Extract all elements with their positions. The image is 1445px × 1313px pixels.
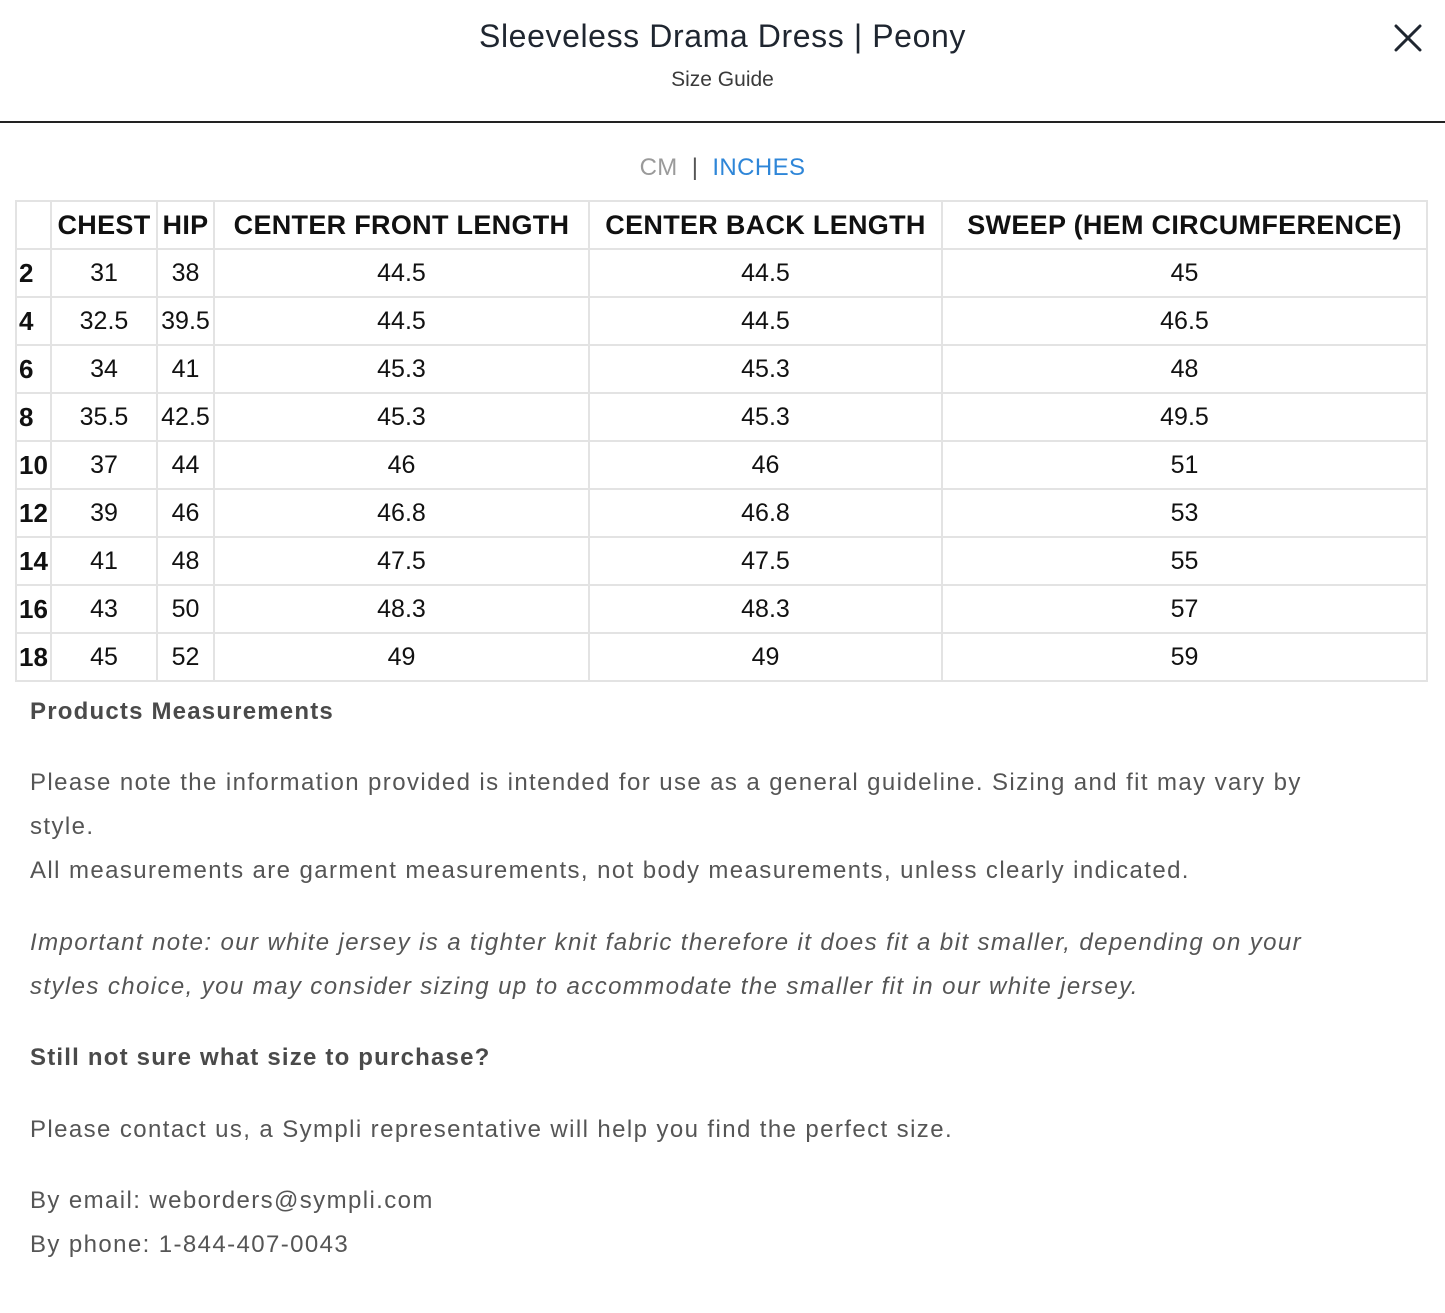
table-cell: 59 bbox=[942, 633, 1427, 681]
table-cell: 44.5 bbox=[214, 297, 589, 345]
table-row bbox=[16, 249, 1427, 297]
measurements-heading: Products Measurements bbox=[30, 698, 334, 725]
important-note-line1: Important note: our white jersey is a tighter knit fabric therefore it does fit a bit smaller, depending on your bbox=[30, 929, 1303, 956]
table-cell: 52 bbox=[157, 633, 214, 681]
size-cell: 6 bbox=[16, 345, 51, 393]
table-cell: 46.5 bbox=[942, 297, 1427, 345]
table-cell: 42.5 bbox=[157, 393, 214, 441]
table-cell: 47.5 bbox=[214, 537, 589, 585]
column-header: HIP bbox=[157, 201, 214, 249]
table-cell: 43 bbox=[51, 585, 157, 633]
table-cell: 38 bbox=[157, 249, 214, 297]
table-cell: 46 bbox=[214, 441, 589, 489]
column-header: CENTER BACK LENGTH bbox=[589, 201, 942, 249]
table-cell: 45 bbox=[942, 249, 1427, 297]
unit-inches-link[interactable]: INCHES bbox=[712, 154, 806, 181]
guideline-text-line1: Please note the information provided is intended for use as a general guideline. Sizing and fit may vary by bbox=[30, 769, 1302, 796]
table-cell: 45.3 bbox=[589, 393, 942, 441]
table-cell: 44 bbox=[157, 441, 214, 489]
modal-header bbox=[0, 0, 1445, 123]
table-cell: 48 bbox=[157, 537, 214, 585]
table-row bbox=[16, 345, 1427, 393]
guideline-text-line2: style. bbox=[30, 813, 95, 840]
important-note-line2: styles choice, you may consider sizing up to accommodate the smaller fit in our white jersey. bbox=[30, 973, 1139, 1000]
unit-separator: | bbox=[691, 154, 699, 181]
table-cell: 49.5 bbox=[942, 393, 1427, 441]
table-cell: 31 bbox=[51, 249, 157, 297]
table-cell: 37 bbox=[51, 441, 157, 489]
table-row bbox=[16, 537, 1427, 585]
table-cell: 47.5 bbox=[589, 537, 942, 585]
table-cell: 48.3 bbox=[589, 585, 942, 633]
table-cell: 44.5 bbox=[214, 249, 589, 297]
size-cell: 18 bbox=[16, 633, 51, 681]
close-icon[interactable] bbox=[1390, 20, 1426, 56]
table-header-row bbox=[16, 201, 1427, 249]
table-cell: 46 bbox=[157, 489, 214, 537]
size-guide-subtitle: Size Guide bbox=[671, 68, 774, 91]
table-cell: 34 bbox=[51, 345, 157, 393]
size-cell: 10 bbox=[16, 441, 51, 489]
garment-note: All measurements are garment measurements, not body measurements, unless clearly indicated. bbox=[30, 857, 1190, 884]
table-row bbox=[16, 633, 1427, 681]
table-cell: 44.5 bbox=[589, 249, 942, 297]
table-row bbox=[16, 393, 1427, 441]
table-cell: 51 bbox=[942, 441, 1427, 489]
table-cell: 55 bbox=[942, 537, 1427, 585]
table-cell: 53 bbox=[942, 489, 1427, 537]
column-header bbox=[16, 201, 51, 249]
table-row bbox=[16, 489, 1427, 537]
size-cell: 2 bbox=[16, 249, 51, 297]
table-cell: 32.5 bbox=[51, 297, 157, 345]
size-cell: 4 bbox=[16, 297, 51, 345]
table-cell: 50 bbox=[157, 585, 214, 633]
column-header: CENTER FRONT LENGTH bbox=[214, 201, 589, 249]
unit-toggle bbox=[0, 154, 1445, 182]
size-chart-table bbox=[15, 200, 1428, 682]
table-cell: 46 bbox=[589, 441, 942, 489]
table-cell: 45.3 bbox=[214, 393, 589, 441]
table-cell: 45.3 bbox=[589, 345, 942, 393]
size-cell: 14 bbox=[16, 537, 51, 585]
table-cell: 39.5 bbox=[157, 297, 214, 345]
table-cell: 45 bbox=[51, 633, 157, 681]
table-cell: 41 bbox=[51, 537, 157, 585]
size-cell: 16 bbox=[16, 585, 51, 633]
table-cell: 35.5 bbox=[51, 393, 157, 441]
unit-cm-link[interactable]: CM bbox=[639, 154, 678, 181]
table-cell: 44.5 bbox=[589, 297, 942, 345]
table-row bbox=[16, 441, 1427, 489]
table-cell: 46.8 bbox=[214, 489, 589, 537]
phone-line[interactable]: By phone: 1-844-407-0043 bbox=[30, 1231, 350, 1258]
table-cell: 45.3 bbox=[214, 345, 589, 393]
size-cell: 8 bbox=[16, 393, 51, 441]
column-header: SWEEP (HEM CIRCUMFERENCE) bbox=[942, 201, 1427, 249]
table-cell: 49 bbox=[589, 633, 942, 681]
table-cell: 39 bbox=[51, 489, 157, 537]
unsure-heading: Still not sure what size to purchase? bbox=[30, 1044, 491, 1071]
product-title: Sleeveless Drama Dress | Peony bbox=[479, 18, 966, 54]
contact-text: Please contact us, a Sympli representative will help you find the perfect size. bbox=[30, 1116, 954, 1143]
table-cell: 57 bbox=[942, 585, 1427, 633]
table-cell: 41 bbox=[157, 345, 214, 393]
table-cell: 49 bbox=[214, 633, 589, 681]
table-cell: 46.8 bbox=[589, 489, 942, 537]
table-cell: 48.3 bbox=[214, 585, 589, 633]
table-cell: 48 bbox=[942, 345, 1427, 393]
table-row bbox=[16, 297, 1427, 345]
email-line[interactable]: By email: weborders@sympli.com bbox=[30, 1187, 434, 1214]
size-cell: 12 bbox=[16, 489, 51, 537]
table-row bbox=[16, 585, 1427, 633]
column-header: CHEST bbox=[51, 201, 157, 249]
